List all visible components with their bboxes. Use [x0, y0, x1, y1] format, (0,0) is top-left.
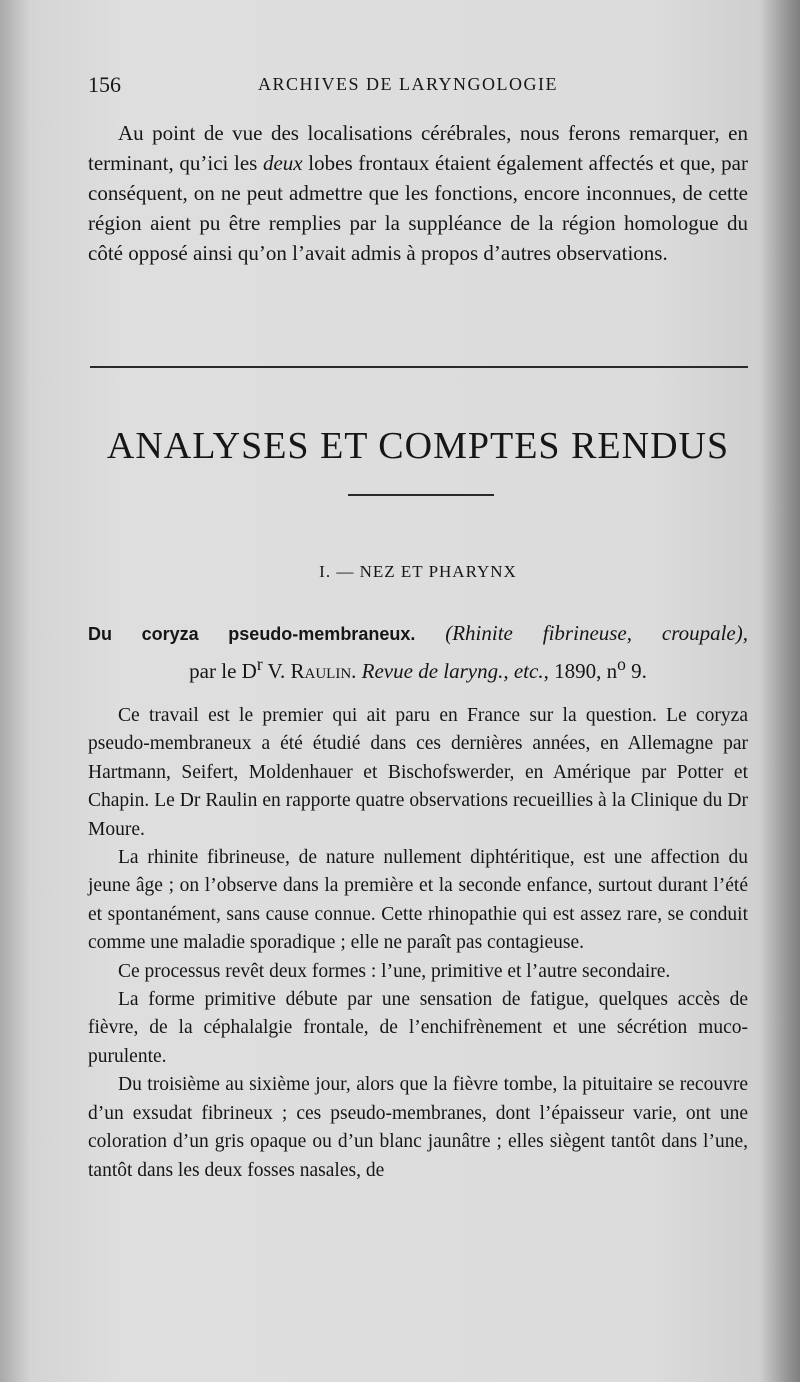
citation-author-initial: V.	[262, 659, 291, 683]
body-paragraph: La forme primitive débute par une sensation de fatigue, quelques accès de fièvre, de la céphalalgie frontale, de l’enchifrènement et une sécrétion muco-purulente.	[88, 989, 748, 1067]
page-number: 156	[88, 72, 121, 97]
citation-no-sup: o	[617, 654, 626, 674]
citation-by: par le D	[189, 659, 257, 683]
intro-paragraph-block	[88, 118, 748, 268]
citation-dr-sup: r	[256, 654, 263, 674]
section-divider	[90, 366, 748, 368]
citation-issue-num: 9.	[625, 659, 647, 683]
title-underline	[348, 494, 494, 496]
citation-title: Du coryza pseudo-membraneux.	[88, 624, 416, 644]
citation-subtitle: (Rhinite fibrineuse, croupale),	[445, 621, 749, 645]
page-edge-shadow	[760, 0, 800, 1382]
intro-text-2: lobes frontaux étaient également affectés et que, par conséquent, on ne peut admettre que les fonctions, encore inconnues, de cette région aient pu être remplies par la suppléance de la région homologue du côté opposé ainsi qu’on l’avait admis à propos d’autres observations.	[88, 151, 748, 265]
body-paragraph: La rhinite fibrineuse, de nature nullement diphtéritique, est une affection du jeune âge ; on l’observe dans la première et la seconde enfance, surtout durant l’été et spontanément, sans cause connue. Cette rhinopathie qui est assez rare, se conduit comme une maladie sporadique ; elle ne paraît pas contagieuse.	[88, 847, 748, 954]
citation-line-2	[88, 649, 748, 686]
body-paragraph: Ce processus revêt deux formes : l’une, primitive et l’autre secondaire.	[118, 960, 671, 982]
intro-paragraph	[88, 118, 748, 268]
subsection-title: I. — NEZ ET PHARYNX	[319, 562, 517, 581]
page-header	[88, 72, 748, 102]
intro-emphasis: deux	[262, 151, 303, 175]
body-paragraph: Ce travail est le premier qui ait paru en France sur la question. Le coryza pseudo-membraneux a été étudié dans ces dernières années, en Allemagne par Hartmann, Seifert, Moldenhauer et Bischofswerder, en Amérique par Potter et Chapin. Le Dr Raulin en rapporte quatre observations recueillies à la Clinique du Dr Moure.	[88, 705, 748, 840]
citation-author: Raulin.	[290, 659, 357, 683]
citation-journal: Revue de laryng., etc.	[356, 659, 544, 683]
citation-issue: , 1890, n	[543, 659, 618, 683]
intro-text-1: Au point de vue des localisations cérébrales, nous ferons remarquer, en terminant, qu’ici les	[88, 121, 748, 175]
citation-line-1	[88, 618, 748, 649]
article-citation	[88, 618, 748, 686]
review-body	[88, 702, 748, 1185]
body-paragraph: Du troisième au sixième jour, alors que la fièvre tombe, la pituitaire se recouvre d’un exsudat fibrineux ; ces pseudo-membranes, dont l’épaisseur varie, ont une coloration d’un gris opaque ou d’un blanc jaunâtre ; elles siègent tantôt dans l’une, tantôt dans les deux fosses nasales, de	[88, 1074, 748, 1181]
running-head: ARCHIVES DE LARYNGOLOGIE	[258, 74, 558, 94]
section-title: ANALYSES ET COMPTES RENDUS	[106, 425, 730, 467]
